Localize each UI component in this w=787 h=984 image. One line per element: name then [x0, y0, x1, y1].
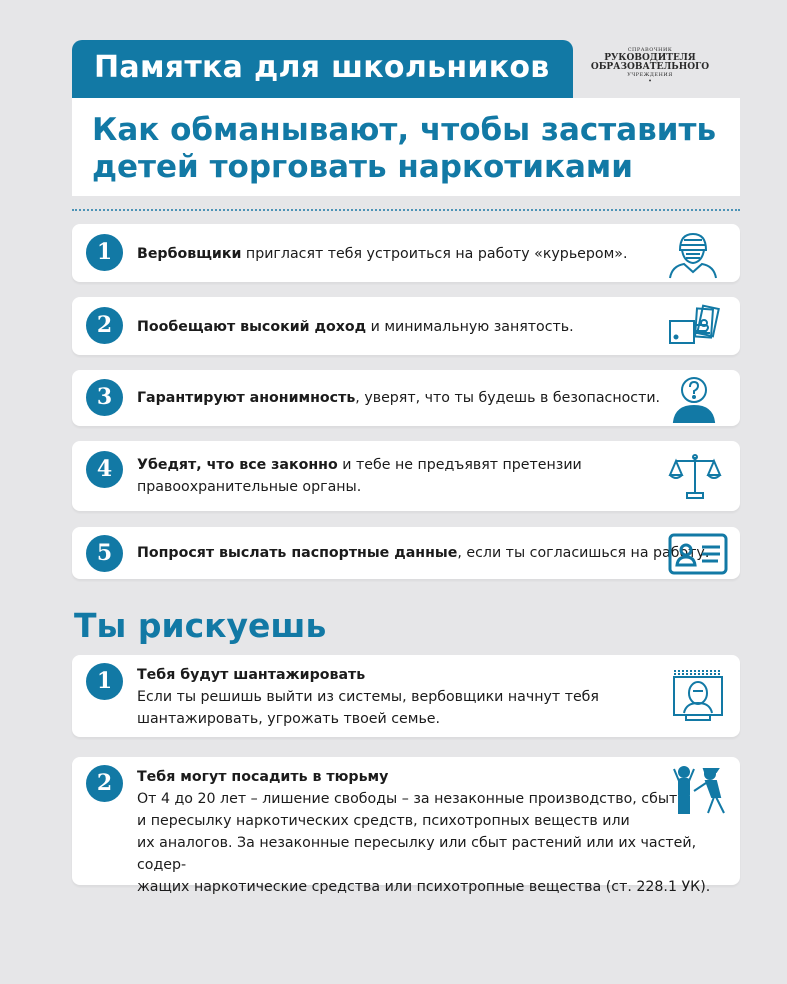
step-number: 1	[86, 234, 123, 271]
step-number: 4	[86, 451, 123, 488]
risk-text	[137, 664, 599, 730]
step-text	[137, 316, 574, 338]
hacker-monitor-icon	[672, 669, 724, 723]
step-rest: , уверят, что ты будешь в безопасности.	[355, 390, 661, 406]
risk-heading: Тебя могут посадить в тюрьму	[137, 769, 389, 785]
arrest-icon	[672, 765, 728, 815]
logo-line3: ОБРАЗОВАТЕЛЬНОГО	[590, 62, 710, 73]
recruiter-icon	[666, 228, 720, 280]
step-line2: правоохранительные органы.	[137, 479, 362, 495]
step-bold: Гарантируют анонимность	[137, 390, 356, 406]
risk-title: Ты рискуешь	[74, 606, 327, 645]
risk-text	[137, 766, 740, 898]
step-bold: Пообещают высокий доход	[137, 319, 367, 335]
id-card-icon	[668, 533, 728, 575]
anonymous-person-icon	[668, 374, 720, 424]
logo-dot: •	[648, 77, 652, 85]
dotted-divider	[72, 209, 740, 211]
step-text	[137, 454, 582, 498]
publisher-logo	[590, 48, 710, 85]
risk-line: их аналогов. За незаконные пересылку или сбыт растений или их частей, содер-	[137, 835, 697, 873]
step-text	[137, 243, 627, 265]
title-line-1: Как обманывают, чтобы заставить	[92, 112, 717, 148]
step-card-1	[72, 224, 740, 282]
logo-line2: РУКОВОДИТЕЛЯ	[604, 52, 696, 63]
risk-line: и пересылку наркотических средств, психотропных веществ или	[137, 813, 630, 829]
step-card-4	[72, 441, 740, 511]
risk-heading: Тебя будут шантажировать	[137, 667, 366, 683]
step-number: 5	[86, 535, 123, 572]
risk-line: Если ты решишь выйти из системы, вербовщики начнут тебя	[137, 689, 599, 705]
step-card-5	[72, 527, 740, 579]
step-rest: и минимальную занятость.	[366, 319, 574, 335]
step-rest: пригласят тебя устроиться на работу «курьером».	[241, 246, 628, 262]
step-rest: и тебе не предъявят претензии	[337, 457, 582, 473]
title-card	[72, 98, 740, 196]
risk-line: жащих наркотические средства или психотропные вещества (ст. 228.1 УК).	[137, 879, 711, 895]
risk-card-1	[72, 655, 740, 737]
logo-line4: УЧРЕЖДЕНИЯ	[627, 72, 673, 79]
risk-card-2	[72, 757, 740, 895]
step-bold: Попросят выслать паспортные данные	[137, 545, 458, 561]
step-card-2	[72, 297, 740, 355]
step-number: 3	[86, 379, 123, 416]
step-rest: , если ты согласишься на работу.	[457, 545, 710, 561]
step-bold: Вербовщики	[137, 246, 242, 262]
step-bold: Убедят, что все законно	[137, 457, 338, 473]
memo-banner: Памятка для школьников	[72, 40, 573, 98]
page-title	[92, 112, 740, 186]
step-text	[137, 542, 709, 564]
title-line-2: детей торговать наркотиками	[92, 149, 633, 185]
risk-number: 1	[86, 663, 123, 700]
risk-line: шантажировать, угрожать твоей семье.	[137, 711, 441, 727]
scales-icon	[668, 451, 722, 501]
risk-number: 2	[86, 765, 123, 802]
logo-line1: СПРАВОЧНИК	[627, 47, 673, 53]
step-number: 2	[86, 307, 123, 344]
risk-line: От 4 до 20 лет – лишение свободы – за незаконные производство, сбыт	[137, 791, 678, 807]
step-text	[137, 387, 660, 409]
money-hand-icon	[666, 303, 724, 349]
step-card-3	[72, 370, 740, 426]
